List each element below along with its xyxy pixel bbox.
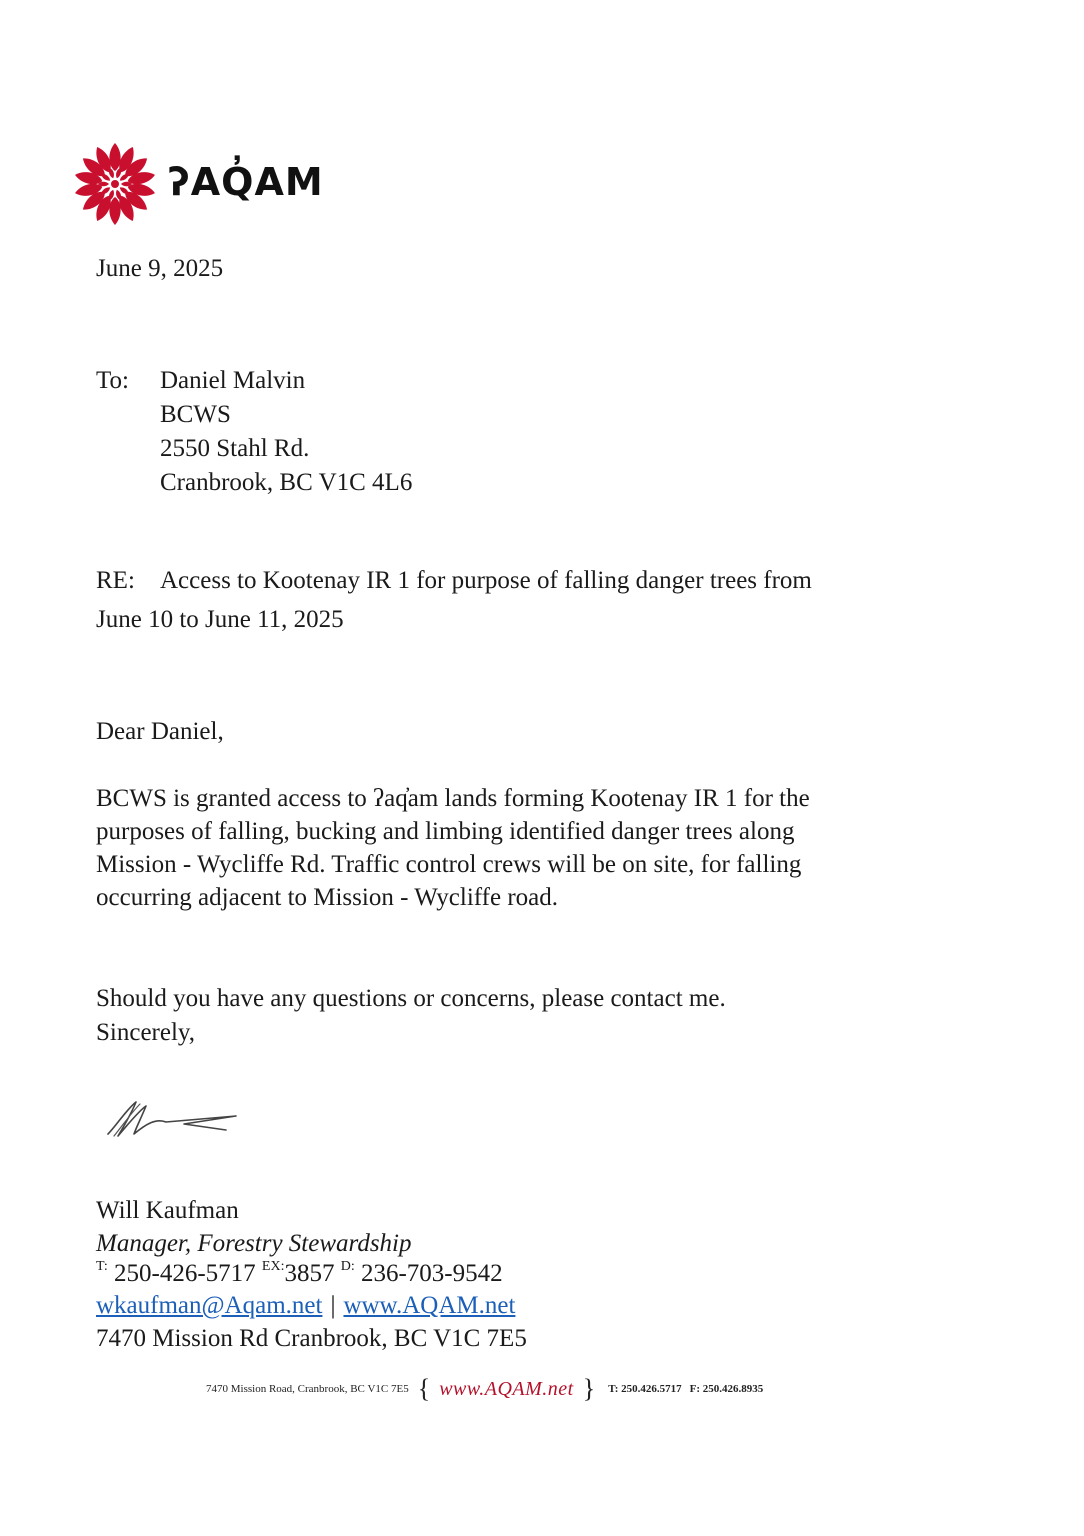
flower-center [111, 180, 119, 188]
website-link[interactable]: www.AQAM.net [343, 1292, 516, 1319]
recipient-city: Cranbrook, BC V1C 4L6 [160, 469, 413, 496]
ext-number: 3857 [284, 1260, 335, 1287]
link-separator: | [330, 1292, 336, 1319]
handwritten-signature [106, 1096, 246, 1146]
subject-line-1: Access to Kootenay IR 1 for purpose of falling danger trees from [160, 567, 812, 594]
letter-date: June 9, 2025 [96, 255, 224, 282]
email-link[interactable]: wkaufman@Aqam.net [96, 1292, 323, 1319]
signer-title: Manager, Forestry Stewardship [96, 1230, 412, 1257]
recipient-address [160, 364, 412, 500]
body-line: purposes of falling, bucking and limbing identified danger trees along [96, 818, 795, 845]
body-paragraph [96, 782, 976, 914]
signature-scribble [106, 1096, 246, 1142]
phone-number: 250-426-5717 [114, 1260, 256, 1287]
signer-address: 7470 Mission Rd Cranbrook, BC V1C 7E5 [96, 1325, 527, 1352]
recipient-street: 2550 Stahl Rd. [160, 435, 310, 462]
direct-number: 236-703-9542 [360, 1260, 503, 1287]
closing-signoff: Sincerely, [96, 1019, 196, 1046]
re-label: RE: [96, 567, 135, 594]
footer-fax: F: 250.426.8935 [689, 1383, 764, 1395]
footer-address: 7470 Mission Road, Cranbrook, BC V1C 7E5 [206, 1383, 409, 1395]
closing [96, 982, 726, 1050]
aqam-flower-logo [72, 141, 158, 227]
subject-line-2: June 10 to June 11, 2025 [96, 606, 344, 633]
to-label: To: [96, 367, 129, 394]
body-line: BCWS is granted access to ʔaq̓am lands forming Kootenay IR 1 for the [96, 785, 810, 812]
recipient-org: BCWS [160, 401, 231, 428]
flower-petal [109, 197, 120, 225]
closing-line: Should you have any questions or concerns, please contact me. [96, 985, 726, 1012]
footer-brace-open: { [417, 1374, 431, 1403]
body-line: occurring adjacent to Mission - Wycliffe road. [96, 884, 559, 911]
footer-website: www.AQAM.net [439, 1377, 574, 1400]
ext-label: EX: [261, 1259, 285, 1274]
logo-wordmark: ʔAQ̓AM [168, 160, 324, 204]
body-line: Mission - Wycliffe Rd. Traffic control crews will be on site, for falling [96, 851, 802, 878]
direct-label: D: [340, 1259, 355, 1274]
footer-brace-close: } [582, 1374, 596, 1403]
phone-label: T: [96, 1259, 108, 1274]
signer-phones [96, 1259, 503, 1288]
signer-name: Will Kaufman [96, 1197, 239, 1224]
flower-petal [109, 143, 120, 171]
greeting: Dear Daniel, [96, 718, 224, 745]
footer-phone: T: 250.426.5717 [608, 1383, 682, 1395]
letterhead-footer [206, 1374, 763, 1404]
signer-links [96, 1292, 515, 1320]
recipient-name: Daniel Malvin [160, 367, 306, 394]
